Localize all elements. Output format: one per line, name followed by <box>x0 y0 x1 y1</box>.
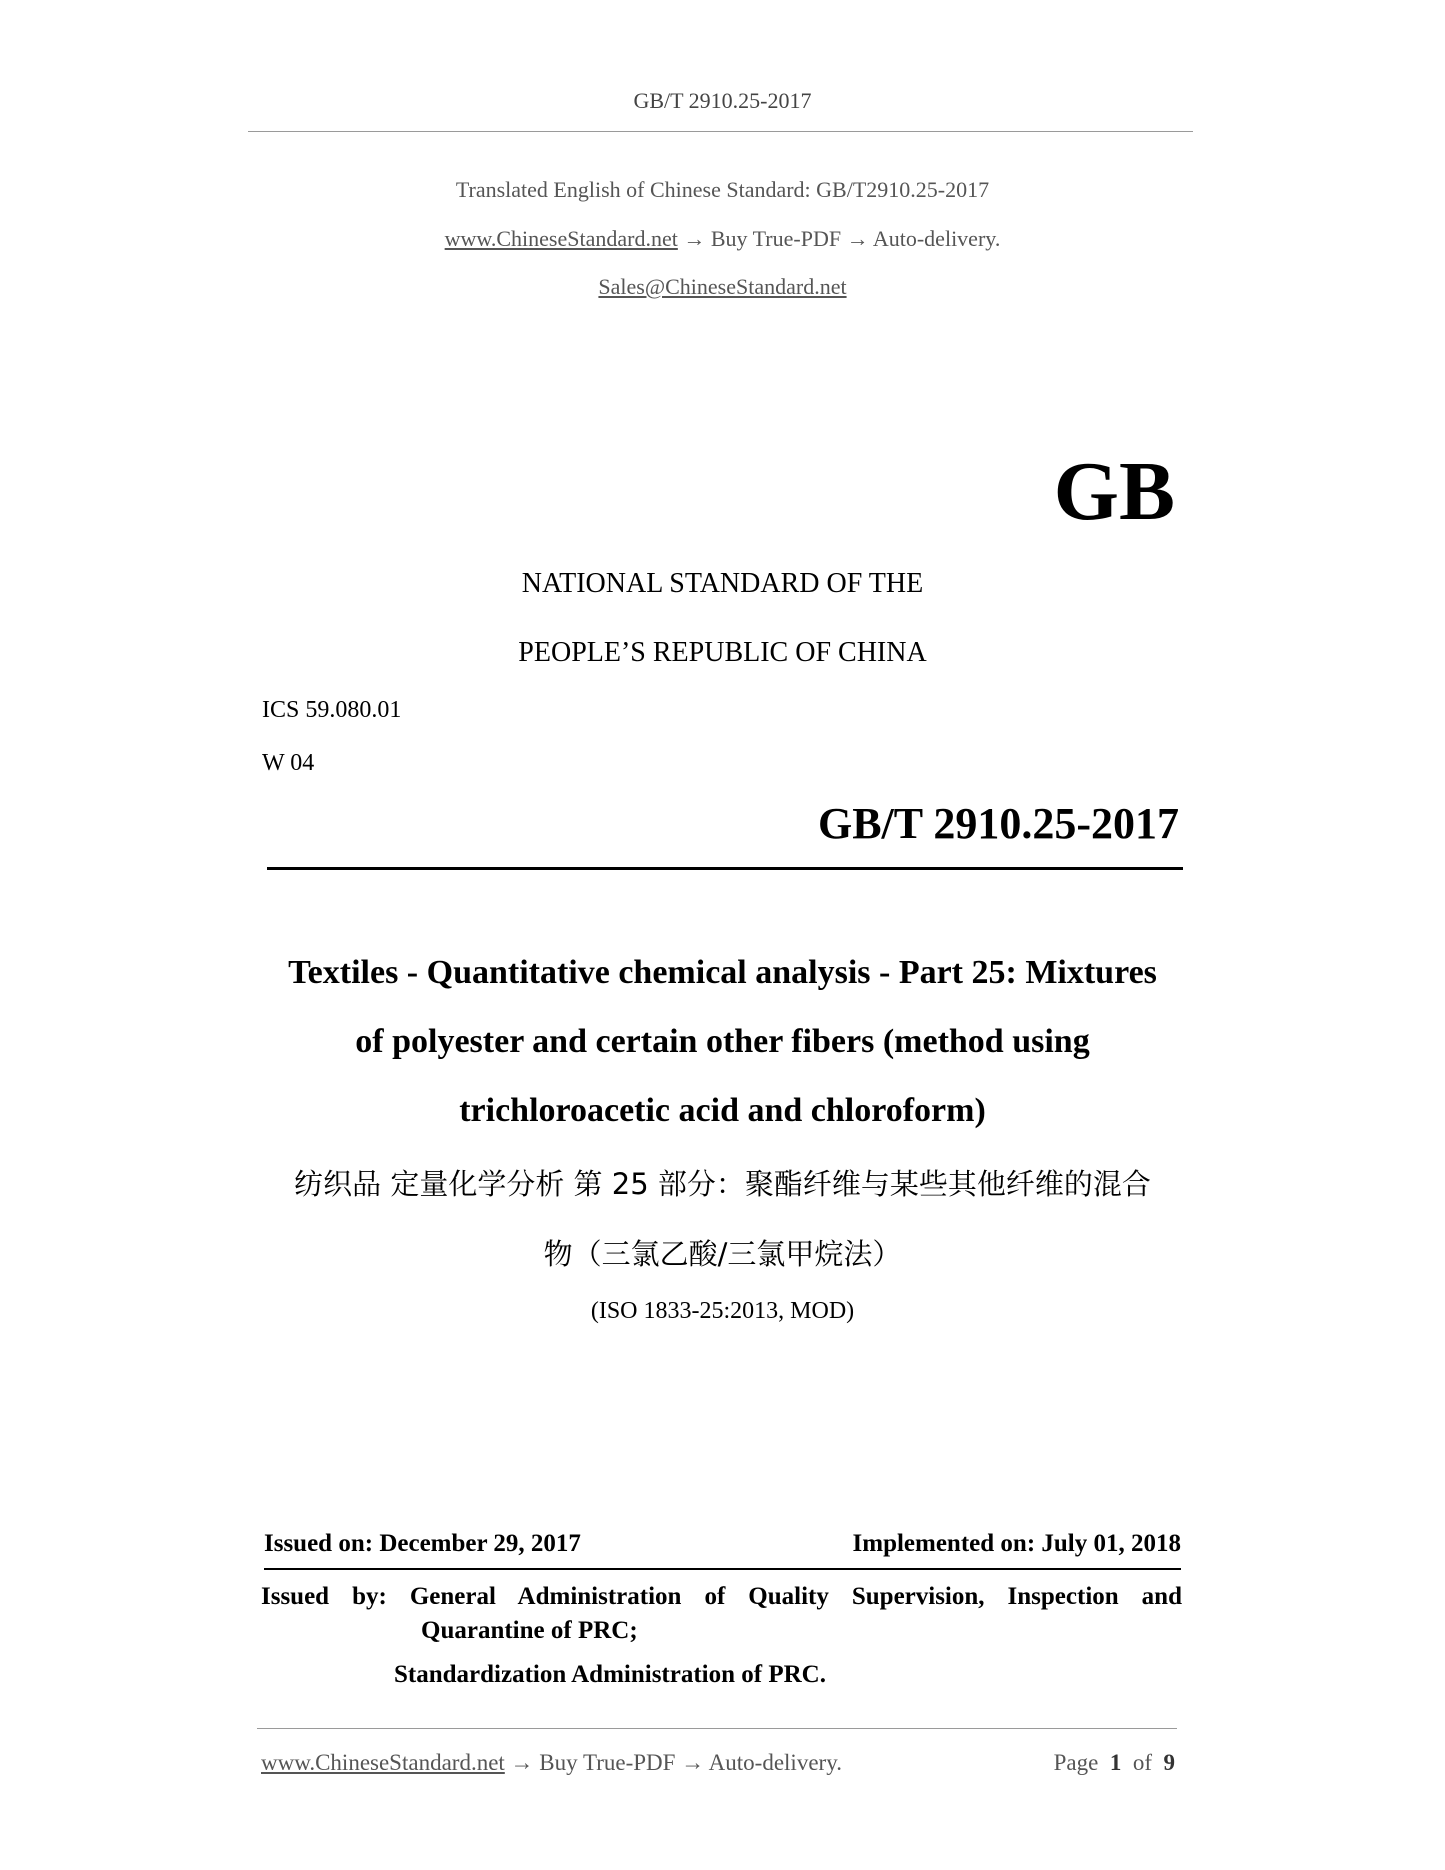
footer-buy-text: Buy True-PDF <box>539 1750 676 1775</box>
arrow-right-icon: → <box>510 1750 534 1775</box>
site-link[interactable]: www.ChineseStandard.net <box>444 226 678 251</box>
purchase-links <box>0 226 1445 252</box>
auto-delivery-text: Auto-delivery. <box>872 226 1001 251</box>
running-header: GB/T 2910.25-2017 <box>633 88 812 113</box>
issued-on-date: Issued on: December 29, 2017 <box>264 1530 581 1557</box>
title-zh-line-1: 纺织品 定量化学分析 第 25 部分：聚酯纤维与某些其他纤维的混合 <box>294 1167 1151 1201</box>
page-current: 1 <box>1109 1750 1122 1775</box>
page-label: Page <box>1053 1750 1099 1775</box>
page-indicator <box>1054 1750 1175 1776</box>
buy-pdf-link: Buy True-PDF <box>710 226 842 251</box>
national-standard-line-1: NATIONAL STANDARD OF THE <box>521 568 924 599</box>
issued-by-second-authority: Standardization Administration of PRC. <box>394 1661 826 1688</box>
page-of-label: of <box>1132 1750 1152 1775</box>
issued-by-line: Issued by: General Administration of Quality Supervision, Inspection and <box>261 1583 1182 1610</box>
translation-note: Translated English of Chinese Standard: GB/T2910.25-2017 <box>455 177 990 202</box>
header-divider <box>248 131 1193 132</box>
title-en-line-1: Textiles - Quantitative chemical analysis - Part 25: Mixtures <box>288 954 1157 991</box>
footer-delivery-text: Auto-delivery. <box>708 1750 842 1775</box>
page-total: 9 <box>1163 1750 1175 1775</box>
iso-reference: (ISO 1833-25:2013, MOD) <box>590 1298 855 1324</box>
issued-by-continuation: Quarantine of PRC; <box>421 1617 638 1644</box>
ics-code: ICS 59.080.01 <box>262 697 402 723</box>
footer-site-link[interactable]: www.ChineseStandard.net <box>261 1750 505 1775</box>
title-en-line-2: of polyester and certain other fibers (method using <box>355 1023 1090 1060</box>
arrow-right-icon: → <box>683 226 706 251</box>
footer-divider <box>257 1728 1177 1729</box>
national-standard-line-2: PEOPLE’S REPUBLIC OF CHINA <box>518 637 927 668</box>
implemented-on-date: Implemented on: July 01, 2018 <box>852 1530 1181 1557</box>
sales-email-link[interactable]: Sales@ChineseStandard.net <box>598 274 847 299</box>
issue-divider <box>264 1568 1181 1570</box>
title-zh-line-2: 物（三氯乙酸/三氯甲烷法） <box>543 1237 902 1271</box>
footer-links <box>261 1750 842 1776</box>
standard-number: GB/T 2910.25-2017 <box>817 799 1179 848</box>
arrow-right-icon: → <box>681 1750 705 1775</box>
title-en-line-3: trichloroacetic acid and chloroform) <box>459 1092 986 1129</box>
standard-number-divider <box>267 867 1183 870</box>
ccs-code: W 04 <box>262 750 315 776</box>
sales-email-row <box>0 274 1445 300</box>
gb-mark: GB <box>1053 445 1175 538</box>
arrow-right-icon: → <box>846 226 869 251</box>
